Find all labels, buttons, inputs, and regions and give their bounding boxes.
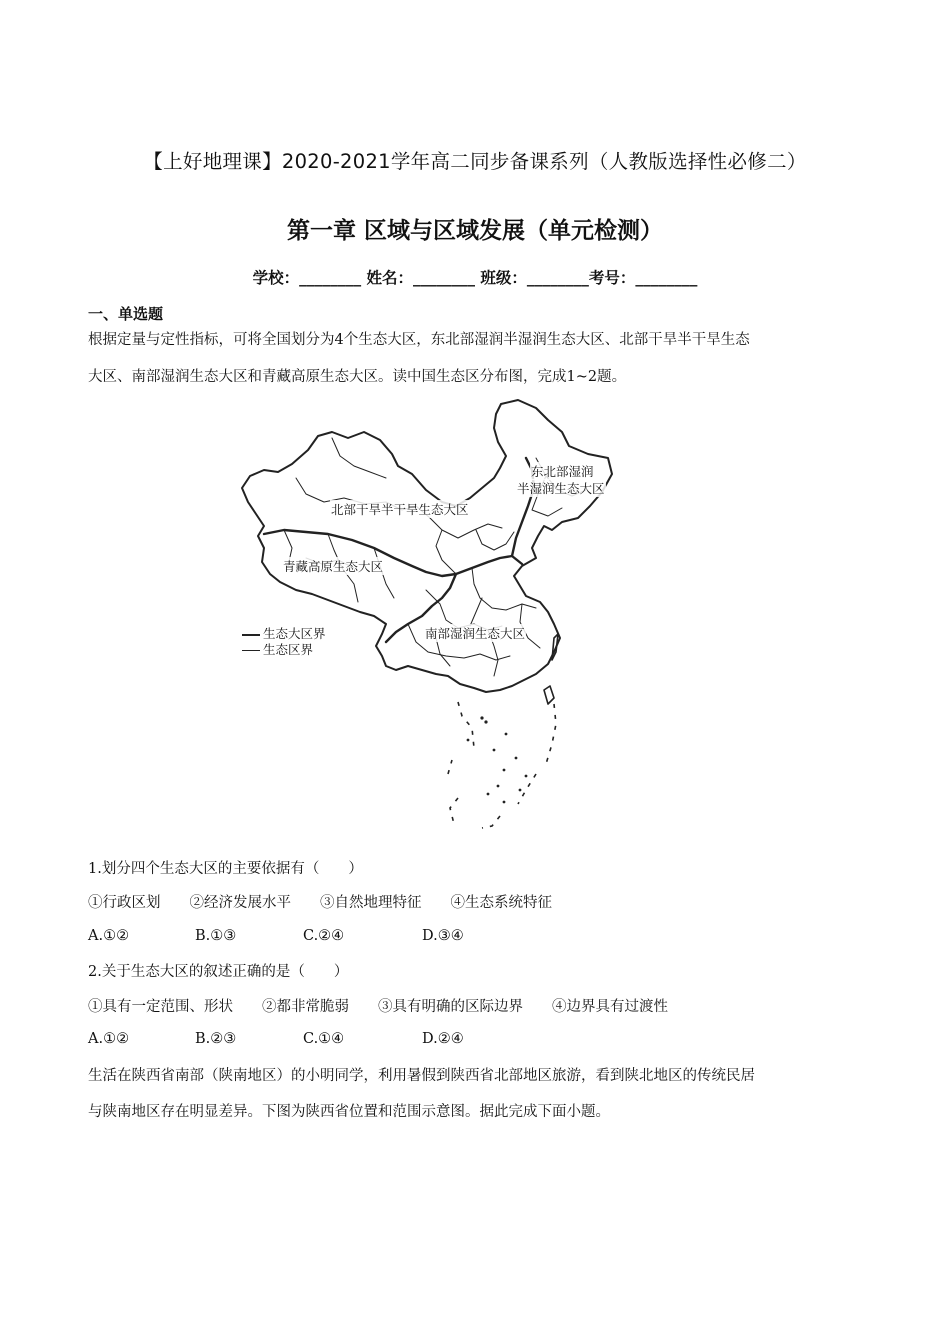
q2-statements: ①具有一定范围、形状 ②都非常脆弱 ③具有明确的区际边界 ④边界具有过渡性 — [88, 999, 668, 1015]
q2-stem: 2.关于生态大区的叙述正确的是（ ） — [88, 964, 349, 980]
q1-option-c[interactable]: C.②④ — [303, 928, 345, 944]
legend-minor-boundary — [242, 640, 313, 658]
q1-option-b[interactable]: B.①③ — [195, 928, 237, 944]
map-label-tibet: 青藏高原生态大区 — [283, 559, 384, 574]
map-label-northeast-1: 东北部湿润 — [531, 464, 594, 479]
intro-line-2: 大区、南部湿润生态大区和青藏高原生态大区。读中国生态区分布图，完成1~2题。 — [88, 369, 627, 385]
q2-option-b[interactable]: B.②③ — [195, 1031, 237, 1047]
q1-stem: 1.划分四个生态大区的主要依据有（ ） — [88, 861, 363, 877]
chapter-title: 第一章 区域与区域发展（单元检测） — [286, 218, 663, 244]
section-heading: 一、单选题 — [88, 305, 164, 323]
map-label-northeast-2: 半湿润生态大区 — [517, 481, 605, 496]
student-info: 学校：________ 姓名：________ 班级：________考号：________ — [252, 269, 698, 287]
q1-option-a[interactable]: A.①② — [88, 928, 130, 944]
legend-major-label: 生态大区界 — [263, 626, 326, 641]
q1-statements: ①行政区划 ②经济发展水平 ③自然地理特征 ④生态系统特征 — [88, 895, 552, 911]
legend-minor-label: 生态区界 — [263, 642, 314, 657]
intro-line-1: 根据定量与定性指标，可将全国划分为4个生态大区，东北部湿润半湿润生态大区、北部干旱半干旱生态 — [88, 332, 750, 348]
map-label-south: 南部湿润生态大区 — [425, 626, 526, 641]
q1-option-d[interactable]: D.③④ — [422, 928, 464, 944]
legend-minor-line — [242, 650, 260, 651]
passage2-line-2: 与陕南地区存在明显差异。下图为陕西省位置和范围示意图。据此完成下面小题。 — [88, 1104, 610, 1120]
china-eco-region-map — [236, 398, 626, 833]
q2-option-a[interactable]: A.①② — [88, 1031, 130, 1047]
map-label-north: 北部干旱半干旱生态大区 — [331, 502, 469, 517]
q2-option-c[interactable]: C.①④ — [303, 1031, 345, 1047]
legend-major-line — [242, 634, 260, 636]
header-title: 【上好地理课】2020-2021学年高二同步备课系列（人教版选择性必修二） — [143, 150, 807, 173]
passage2-line-1: 生活在陕西省南部（陕南地区）的小明同学，利用暑假到陕西省北部地区旅游，看到陕北地区的传统民居 — [88, 1068, 755, 1084]
q2-option-d[interactable]: D.②④ — [422, 1031, 464, 1047]
